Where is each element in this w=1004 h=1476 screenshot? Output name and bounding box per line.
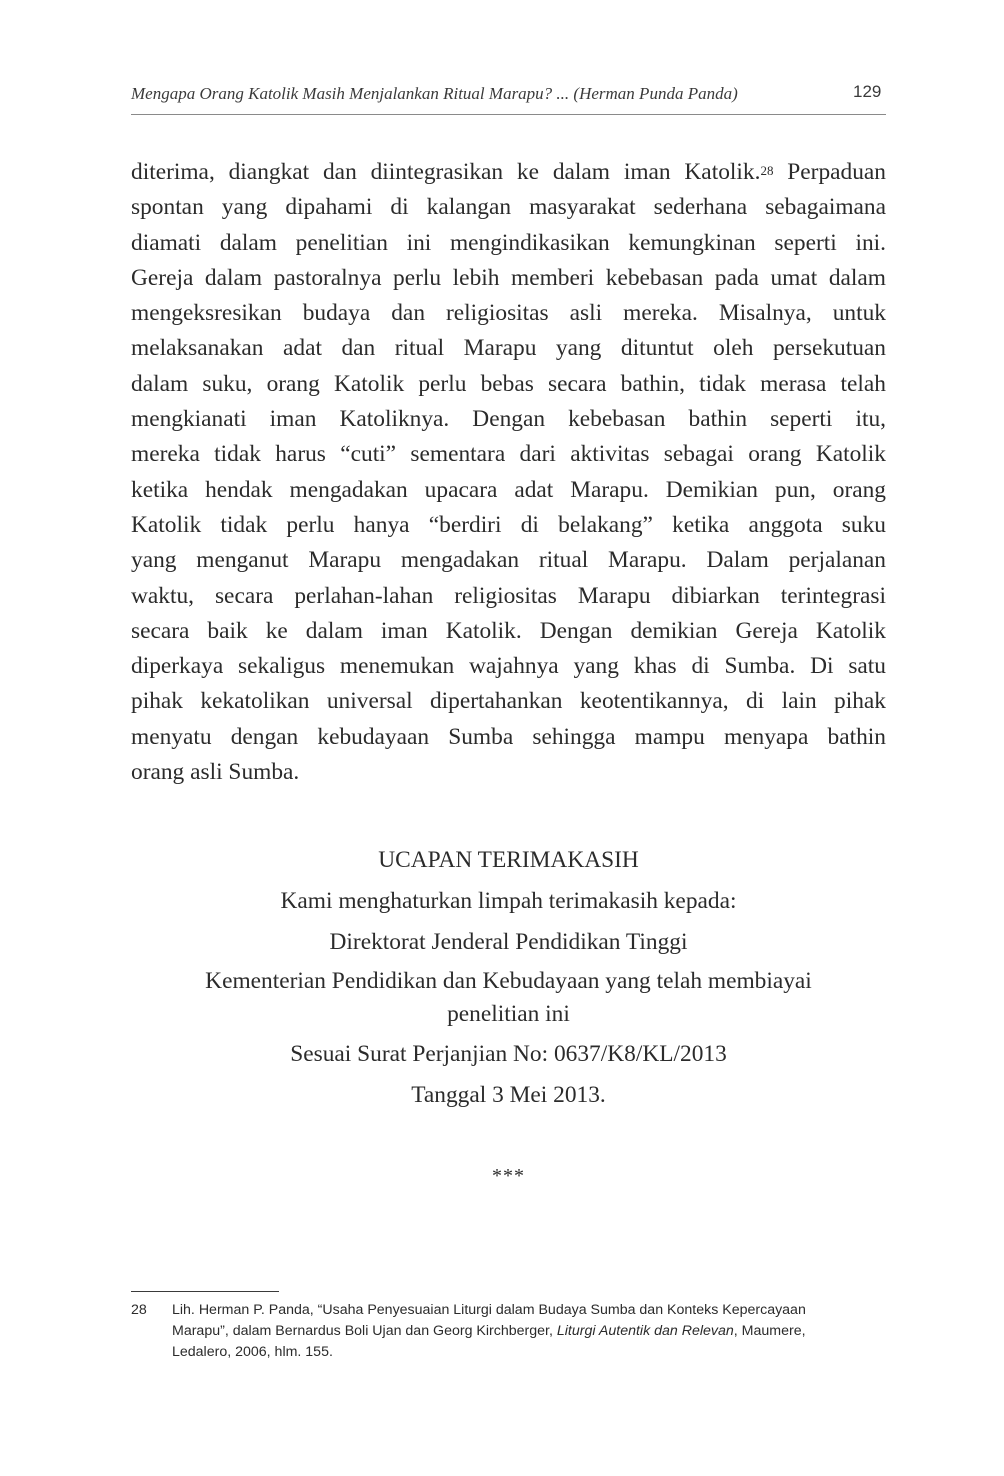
body-line: yang menganut Marapu mengadakan ritual Marapu. Dalam perjalanan [131,547,886,574]
body-line-text: Perpaduan [773,159,886,185]
body-line: ketika hendak mengadakan upacara adat Marapu. Demikian pun, orang [131,476,886,503]
acknowledgement-line: Tanggal 3 Mei 2013. [411,1082,606,1108]
footnote-text: Marapu”, dalam Bernardus Boli Ujan dan Georg Kirchberger, [172,1323,557,1339]
body-line: mereka tidak harus “cuti” sementara dari aktivitas sebagai orang Katolik [131,441,886,468]
body-line: mengkianati iman Katoliknya. Dengan kebebasan bathin seperti itu, [131,406,886,433]
header-divider [131,114,886,115]
body-line: mengeksresikan budaya dan religiositas asli mereka. Misalnya, untuk [131,300,886,327]
acknowledgement-heading: UCAPAN TERIMAKASIH [378,847,639,873]
body-line: Gereja dalam pastoralnya perlu lebih memberi kebebasan pada umat dalam [131,264,886,291]
footnote-book-title: Liturgi Autentik dan Relevan [556,1323,734,1339]
footnote-line [172,1321,891,1342]
footnote-body [172,1300,891,1363]
running-header-title: Mengapa Orang Katolik Masih Menjalankan Ritual Marapu? ... (Herman Punda Panda) [131,84,738,103]
acknowledgement-line: penelitian ini [447,1001,570,1027]
footnote-line: Ledalero, 2006, hlm. 155. [172,1344,333,1360]
acknowledgement-line: Kementerian Pendidikan dan Kebudayaan yang telah membiayai [205,968,812,994]
body-line: melaksanakan adat dan ritual Marapu yang dituntut oleh persekutuan [131,335,886,362]
body-line: secara baik ke dalam iman Katolik. Dengan demikian Gereja Katolik [131,617,886,644]
body-line: waktu, secara perlahan-lahan religiositas Marapu dibiarkan terintegrasi [131,582,886,609]
body-line: pihak kekatolikan universal dipertahankan keotentikannya, di lain pihak [131,688,886,715]
acknowledgement-section [131,842,886,1113]
footnote-line: Lih. Herman P. Panda, “Usaha Penyesuaian Liturgi dalam Budaya Sumba dan Konteks Kepercayaan [172,1302,806,1318]
body-line: menyatu dengan kebudayaan Sumba sehingga mampu menyapa bathin [131,723,886,750]
acknowledgement-line: Sesuai Surat Perjanjian No: 0637/K8/KL/2013 [290,1041,727,1067]
body-line-text: diterima, diangkat dan diintegrasikan ke dalam iman Katolik. [131,159,761,185]
footnote-divider [131,1291,279,1292]
footnote-reference[interactable]: 28 [760,163,774,178]
body-line: orang asli Sumba. [131,759,300,786]
acknowledgement-line: Direktorat Jenderal Pendidikan Tinggi [329,929,688,955]
footnote-text: , Maumere, [733,1323,806,1339]
body-paragraph [131,155,886,790]
body-line: Katolik tidak perlu hanya “berdiri di belakang” ketika anggota suku [131,511,886,538]
body-line: diperkaya sekaligus menemukan wajahnya yang khas di Sumba. Di satu [131,653,886,680]
footnote-number: 28 [131,1302,147,1318]
page-number: 129 [853,82,882,101]
body-line: dalam suku, orang Katolik perlu bebas secara bathin, tidak merasa telah [131,370,886,397]
body-line [131,155,886,190]
acknowledgement-line: Kami menghaturkan limpah terimakasih kepada: [280,888,737,914]
footnote [131,1300,891,1363]
body-line: spontan yang dipahami di kalangan masyarakat sederhana sebagaimana [131,194,886,221]
section-separator: *** [492,1165,525,1187]
body-line: diamati dalam penelitian ini mengindikasikan kemungkinan seperti ini. [131,229,886,256]
